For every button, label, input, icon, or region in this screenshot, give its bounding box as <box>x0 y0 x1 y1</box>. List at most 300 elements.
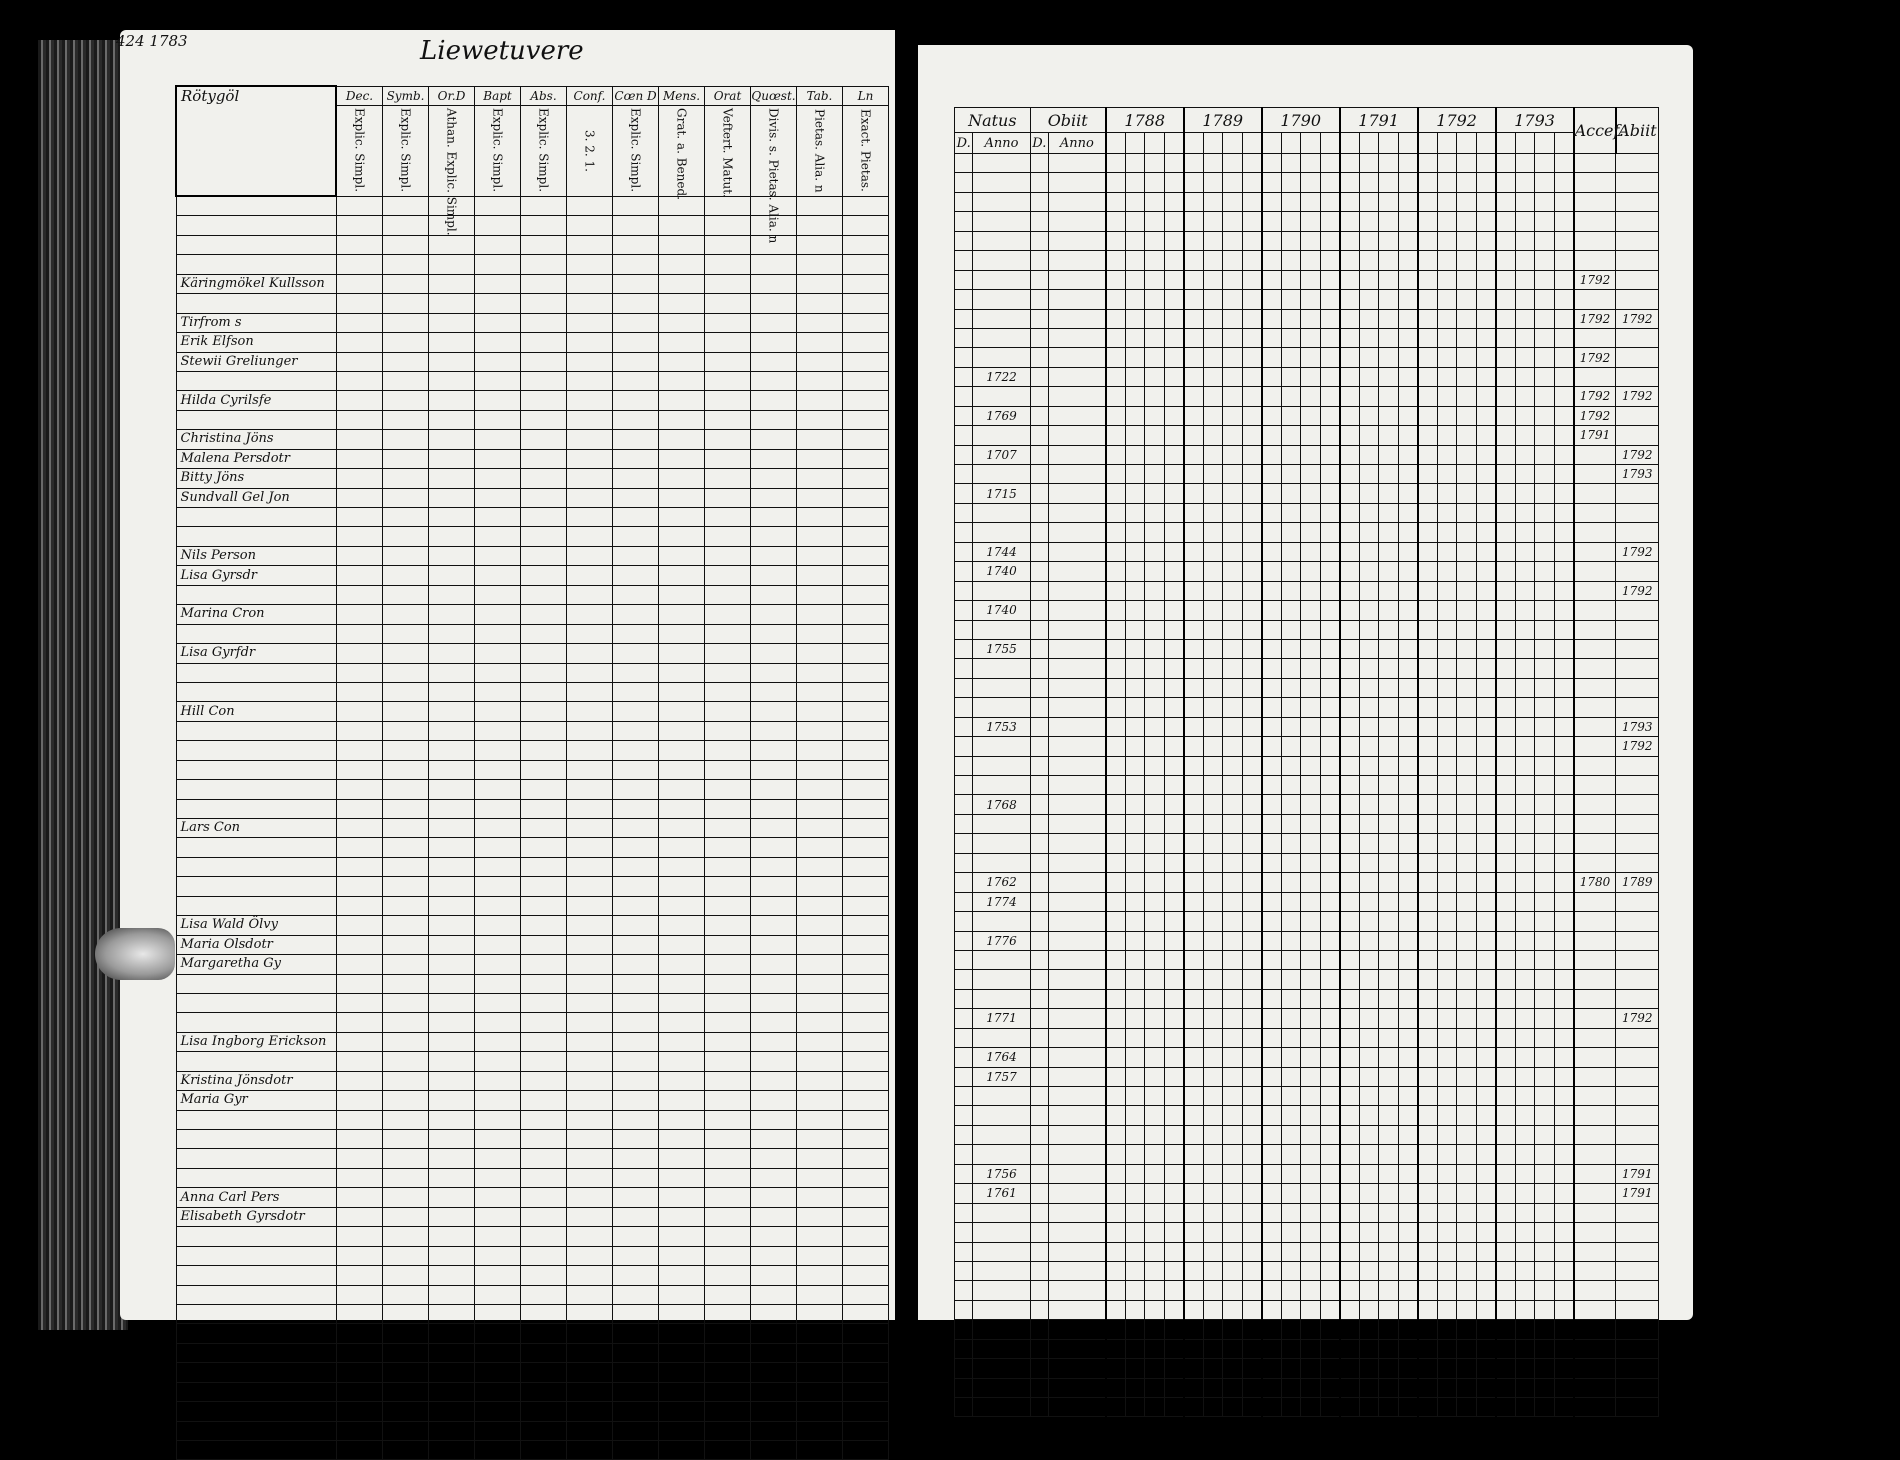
mark-cell <box>521 430 567 449</box>
register-cell <box>1203 1261 1222 1280</box>
table-row <box>176 313 889 332</box>
accessit-cell <box>1574 1320 1616 1339</box>
abiit-cell <box>1616 270 1659 289</box>
abiit-cell <box>1616 1145 1659 1164</box>
register-cell <box>1340 989 1359 1008</box>
register-cell <box>1457 387 1476 406</box>
register-cell <box>1262 251 1281 270</box>
mark-cell <box>475 1304 521 1323</box>
register-cell <box>1359 348 1378 367</box>
mark-cell <box>383 216 429 235</box>
table-row <box>955 1067 1659 1086</box>
register-cell <box>1418 1242 1437 1261</box>
register-cell <box>955 484 973 503</box>
register-cell <box>1262 212 1281 231</box>
register-cell <box>1203 659 1222 678</box>
register-cell <box>1418 756 1437 775</box>
register-cell <box>1242 970 1262 989</box>
sub-header: Anno <box>1048 133 1105 154</box>
register-cell <box>1476 853 1496 872</box>
mark-cell <box>567 838 613 857</box>
register-cell <box>1203 814 1222 833</box>
register-cell <box>1457 659 1476 678</box>
register-cell <box>1164 328 1184 347</box>
register-cell <box>1437 1320 1456 1339</box>
person-name-cell <box>176 410 336 429</box>
mark-cell <box>429 352 475 371</box>
register-cell <box>1496 756 1515 775</box>
mark-cell <box>751 1227 797 1246</box>
mark-cell <box>383 1382 429 1401</box>
register-cell <box>1437 1067 1456 1086</box>
mark-cell <box>613 1266 659 1285</box>
register-cell <box>1320 737 1340 756</box>
register-cell <box>1106 1028 1125 1047</box>
mark-cell <box>843 1421 889 1440</box>
register-cell <box>1301 1223 1320 1242</box>
mark-cell <box>475 566 521 585</box>
mark-cell <box>843 352 889 371</box>
mark-cell <box>383 1110 429 1129</box>
mark-cell <box>567 1441 613 1460</box>
mark-cell <box>705 508 751 527</box>
mark-cell <box>475 721 521 740</box>
mark-cell <box>613 624 659 643</box>
mark-cell <box>383 605 429 624</box>
abiit-cell: 1792 <box>1616 387 1659 406</box>
mark-cell <box>521 760 567 779</box>
table-row <box>955 1223 1659 1242</box>
register-cell <box>1359 542 1378 561</box>
register-cell <box>1184 465 1203 484</box>
register-cell <box>1242 445 1262 464</box>
table-row <box>176 974 889 993</box>
register-cell <box>1184 678 1203 697</box>
person-name-cell <box>176 1149 336 1168</box>
mark-cell <box>751 1207 797 1226</box>
register-cell <box>1203 795 1222 814</box>
register-cell <box>1496 931 1515 950</box>
register-cell <box>1242 484 1262 503</box>
accessit-cell <box>1574 192 1616 211</box>
register-cell <box>1535 1028 1554 1047</box>
mark-cell <box>705 1304 751 1323</box>
register-cell <box>1476 290 1496 309</box>
quarter-cell <box>1145 133 1164 154</box>
register-cell <box>1437 192 1456 211</box>
mark-cell <box>797 1227 843 1246</box>
register-cell <box>1242 601 1262 620</box>
register-cell <box>1164 1184 1184 1203</box>
register-cell <box>955 1106 973 1125</box>
group-header: Natus <box>955 108 1031 133</box>
mark-cell <box>797 566 843 585</box>
register-cell <box>1535 270 1554 289</box>
register-cell <box>1496 737 1515 756</box>
register-cell <box>1223 1125 1242 1144</box>
mark-cell <box>659 1149 705 1168</box>
register-cell <box>1203 950 1222 969</box>
right-page <box>918 45 1693 1320</box>
register-cell <box>1301 1378 1320 1397</box>
group-header: 1790 <box>1262 108 1340 133</box>
register-cell <box>1418 1009 1437 1028</box>
register-cell <box>1418 367 1437 386</box>
register-cell <box>1437 1087 1456 1106</box>
register-cell <box>1145 465 1164 484</box>
register-cell <box>1281 892 1300 911</box>
register-cell <box>1106 465 1125 484</box>
register-cell <box>1223 445 1242 464</box>
register-cell <box>1496 309 1515 328</box>
register-cell <box>1164 795 1184 814</box>
mark-cell <box>751 410 797 429</box>
mark-cell <box>613 1052 659 1071</box>
register-cell <box>1223 678 1242 697</box>
register-cell <box>1203 387 1222 406</box>
mark-cell <box>613 857 659 876</box>
mark-cell <box>613 508 659 527</box>
register-cell <box>1242 737 1262 756</box>
mark-cell <box>336 196 383 216</box>
mark-cell <box>336 1013 383 1032</box>
mark-cell <box>659 430 705 449</box>
register-cell <box>1437 173 1456 192</box>
register-cell <box>1379 309 1398 328</box>
register-cell <box>1496 1067 1515 1086</box>
register-cell <box>1418 795 1437 814</box>
mark-cell <box>521 566 567 585</box>
mark-cell <box>659 333 705 352</box>
register-cell <box>1340 581 1359 600</box>
register-cell <box>1379 1339 1398 1358</box>
register-cell <box>1164 1087 1184 1106</box>
mark-cell <box>843 1246 889 1265</box>
mark-cell <box>751 644 797 663</box>
mark-cell <box>797 1304 843 1323</box>
register-cell <box>1515 678 1534 697</box>
mark-cell <box>521 838 567 857</box>
register-cell <box>1030 1164 1048 1183</box>
mark-cell <box>429 1032 475 1051</box>
register-cell <box>1379 756 1398 775</box>
person-name-cell <box>176 838 336 857</box>
register-cell <box>1223 639 1242 658</box>
register-cell <box>955 1028 973 1047</box>
table-row <box>176 1266 889 1285</box>
person-name-cell <box>176 216 336 235</box>
mark-cell <box>336 857 383 876</box>
mark-cell <box>705 974 751 993</box>
register-cell <box>1554 620 1574 639</box>
register-cell <box>1554 1339 1574 1358</box>
register-cell <box>1281 1145 1300 1164</box>
register-cell <box>1106 367 1125 386</box>
mark-cell <box>336 430 383 449</box>
register-cell <box>1301 1164 1320 1183</box>
register-cell <box>1281 231 1300 250</box>
mark-cell <box>383 1032 429 1051</box>
mark-cell <box>751 721 797 740</box>
accessit-cell <box>1574 1223 1616 1242</box>
mark-cell <box>613 1110 659 1129</box>
column-header-sub <box>797 105 843 196</box>
register-cell <box>1379 503 1398 522</box>
register-cell <box>1106 678 1125 697</box>
register-cell <box>1301 639 1320 658</box>
abiit-cell <box>1616 1398 1659 1417</box>
mark-cell <box>751 1149 797 1168</box>
mark-cell <box>567 1304 613 1323</box>
register-cell <box>1476 601 1496 620</box>
register-cell <box>1242 1300 1262 1319</box>
register-cell <box>1184 212 1203 231</box>
person-name-cell <box>176 799 336 818</box>
mark-cell <box>521 410 567 429</box>
register-cell <box>1535 892 1554 911</box>
person-name-cell <box>176 857 336 876</box>
register-cell <box>1320 970 1340 989</box>
mark-cell <box>336 1421 383 1440</box>
accessit-cell <box>1574 717 1616 736</box>
mark-cell <box>567 255 613 274</box>
register-cell <box>1457 601 1476 620</box>
register-cell <box>1030 737 1048 756</box>
register-cell <box>1203 639 1222 658</box>
register-cell <box>1535 1106 1554 1125</box>
register-cell <box>1125 698 1144 717</box>
register-cell <box>1320 562 1340 581</box>
mark-cell <box>475 838 521 857</box>
register-cell <box>1535 290 1554 309</box>
register-cell <box>1242 542 1262 561</box>
register-cell <box>1125 1223 1144 1242</box>
mark-cell <box>751 294 797 313</box>
register-cell <box>1437 581 1456 600</box>
register-cell <box>1554 756 1574 775</box>
register-cell <box>1379 1320 1398 1339</box>
mark-cell <box>751 1421 797 1440</box>
mark-cell <box>336 838 383 857</box>
mark-cell <box>429 410 475 429</box>
quarter-cell <box>1106 133 1125 154</box>
register-cell <box>1359 1184 1378 1203</box>
table-row <box>955 1028 1659 1047</box>
mark-cell <box>705 1324 751 1343</box>
abiit-cell <box>1616 562 1659 581</box>
register-cell <box>1359 465 1378 484</box>
register-cell <box>1359 1164 1378 1183</box>
register-cell <box>1223 1106 1242 1125</box>
mark-cell <box>475 993 521 1012</box>
mark-cell <box>613 527 659 546</box>
mark-cell <box>843 255 889 274</box>
mark-cell <box>336 216 383 235</box>
table-row <box>955 834 1659 853</box>
register-cell <box>1048 659 1105 678</box>
register-cell <box>1125 445 1144 464</box>
register-cell <box>1320 620 1340 639</box>
register-cell <box>1457 1320 1476 1339</box>
mark-cell <box>383 1285 429 1304</box>
mark-cell <box>797 527 843 546</box>
register-cell <box>1203 1398 1222 1417</box>
register-cell <box>1535 1359 1554 1378</box>
register-cell <box>955 503 973 522</box>
mark-cell <box>336 682 383 701</box>
birth-year-cell <box>973 678 1030 697</box>
register-cell <box>1320 1009 1340 1028</box>
mark-cell <box>567 294 613 313</box>
register-cell <box>1554 367 1574 386</box>
register-cell <box>1048 1281 1105 1300</box>
table-row <box>955 270 1659 289</box>
mark-cell <box>336 274 383 293</box>
register-cell <box>1379 445 1398 464</box>
register-cell <box>1476 756 1496 775</box>
mark-cell <box>705 1402 751 1421</box>
register-cell <box>1223 1067 1242 1086</box>
register-cell <box>1496 892 1515 911</box>
register-cell <box>1030 1223 1048 1242</box>
mark-cell <box>475 313 521 332</box>
register-cell <box>1281 912 1300 931</box>
mark-cell <box>797 780 843 799</box>
accessit-cell <box>1574 912 1616 931</box>
register-cell <box>1030 367 1048 386</box>
register-cell <box>1223 912 1242 931</box>
register-cell <box>1125 426 1144 445</box>
register-cell <box>1320 678 1340 697</box>
register-cell <box>1184 1398 1203 1417</box>
mark-cell <box>843 430 889 449</box>
mark-cell <box>659 1207 705 1226</box>
mark-cell <box>567 449 613 468</box>
register-cell <box>1398 212 1418 231</box>
abiit-cell <box>1616 950 1659 969</box>
register-cell <box>1184 853 1203 872</box>
mark-cell <box>613 916 659 935</box>
register-cell <box>1496 367 1515 386</box>
table-row <box>955 776 1659 795</box>
mark-cell <box>659 896 705 915</box>
register-cell <box>1223 173 1242 192</box>
register-cell <box>1340 756 1359 775</box>
mark-cell <box>336 974 383 993</box>
mark-cell <box>659 585 705 604</box>
register-cell <box>1398 698 1418 717</box>
mark-cell <box>751 1285 797 1304</box>
register-cell <box>1125 814 1144 833</box>
register-cell <box>1340 1339 1359 1358</box>
column-header-sub <box>659 105 705 200</box>
mark-cell <box>613 721 659 740</box>
register-cell <box>1164 737 1184 756</box>
mark-cell <box>567 916 613 935</box>
register-cell <box>1535 212 1554 231</box>
table-row <box>176 488 889 507</box>
table-row <box>955 1398 1659 1417</box>
mark-cell <box>521 1304 567 1323</box>
register-cell <box>1030 503 1048 522</box>
register-cell <box>1320 1261 1340 1280</box>
register-cell <box>1223 1359 1242 1378</box>
mark-cell <box>429 255 475 274</box>
register-cell <box>1379 212 1398 231</box>
register-cell <box>1535 1261 1554 1280</box>
register-cell <box>1125 309 1144 328</box>
register-cell <box>1379 542 1398 561</box>
register-cell <box>1320 698 1340 717</box>
mark-cell <box>705 896 751 915</box>
register-cell <box>1457 154 1476 173</box>
register-cell <box>1359 173 1378 192</box>
register-cell <box>1554 1359 1574 1378</box>
mark-cell <box>475 527 521 546</box>
table-row <box>176 1227 889 1246</box>
register-cell <box>1106 698 1125 717</box>
register-cell <box>1535 581 1554 600</box>
register-cell <box>955 290 973 309</box>
register-cell <box>1184 173 1203 192</box>
mark-cell <box>521 352 567 371</box>
register-cell <box>1535 1145 1554 1164</box>
mark-cell <box>705 838 751 857</box>
mark-cell <box>383 410 429 429</box>
register-cell <box>1048 912 1105 931</box>
column-header-row <box>176 86 889 105</box>
register-cell <box>1457 1009 1476 1028</box>
register-cell <box>1106 1009 1125 1028</box>
mark-cell <box>659 449 705 468</box>
mark-cell <box>521 274 567 293</box>
register-cell <box>1223 1203 1242 1222</box>
register-cell <box>1320 1203 1340 1222</box>
register-cell <box>1223 950 1242 969</box>
register-cell <box>1203 776 1222 795</box>
quarter-cell <box>1554 133 1574 154</box>
register-cell <box>1184 1320 1203 1339</box>
mark-cell <box>567 410 613 429</box>
abiit-cell <box>1616 1223 1659 1242</box>
register-cell <box>1030 173 1048 192</box>
register-cell <box>1301 1203 1320 1222</box>
register-cell <box>1340 639 1359 658</box>
register-cell <box>1554 853 1574 872</box>
mark-cell <box>659 255 705 274</box>
register-cell <box>1242 1378 1262 1397</box>
register-cell <box>1223 523 1242 542</box>
register-cell <box>1164 426 1184 445</box>
register-cell <box>1457 1223 1476 1242</box>
register-cell <box>1281 1106 1300 1125</box>
mark-cell <box>613 1227 659 1246</box>
register-cell <box>1125 970 1144 989</box>
register-cell <box>1184 1300 1203 1319</box>
register-cell <box>1437 348 1456 367</box>
register-cell <box>1030 989 1048 1008</box>
register-cell <box>1223 834 1242 853</box>
register-cell <box>1340 426 1359 445</box>
mark-cell <box>613 1168 659 1187</box>
register-cell <box>1262 1339 1281 1358</box>
mark-cell <box>797 1071 843 1090</box>
accessit-cell <box>1574 1359 1616 1378</box>
person-name-cell: Christina Jöns <box>176 430 336 449</box>
accessit-cell <box>1574 1164 1616 1183</box>
register-cell <box>1164 756 1184 775</box>
register-cell <box>1048 1184 1105 1203</box>
